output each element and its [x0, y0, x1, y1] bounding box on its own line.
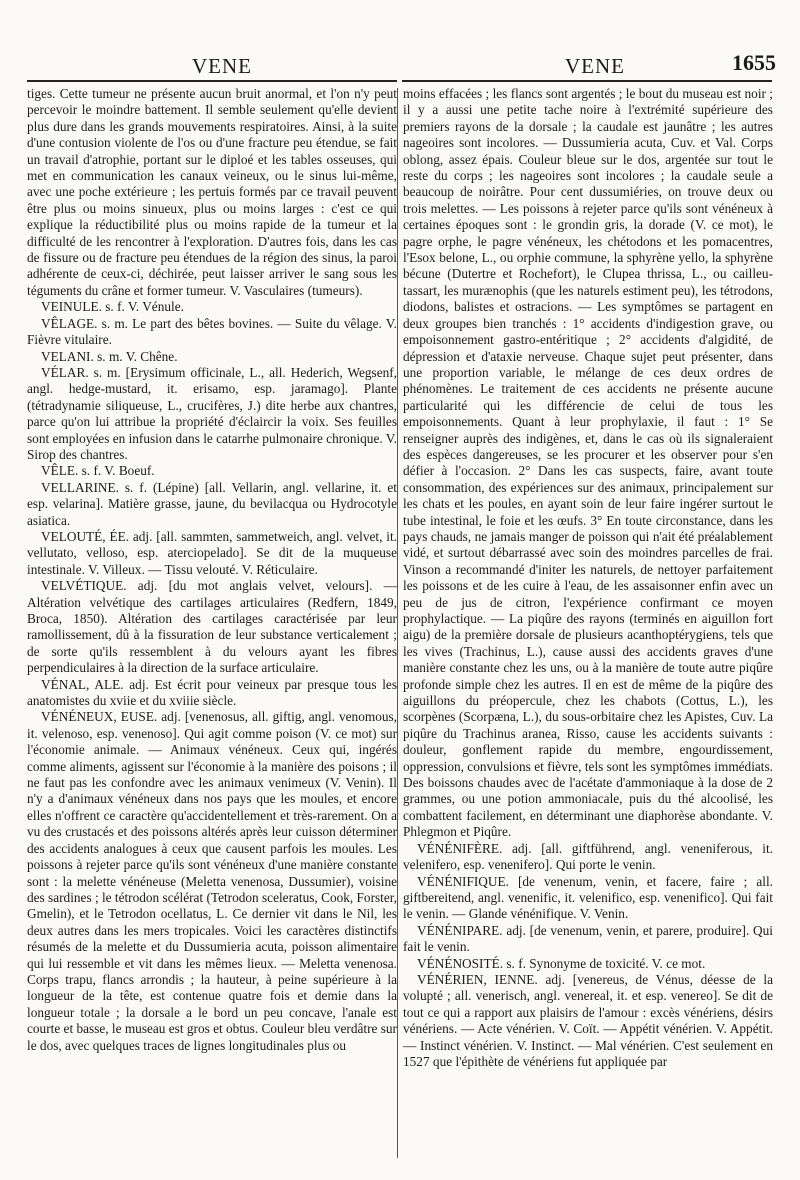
entry-paragraph: VELOUTÉ, ÉE. adj. [all. sammten, sammetweich, angl. velvet, it. vellutato, velloso, esp. aterciopelado]. Se dit de la muqueuse intestinale. V. Villeux. — Tissu velouté. V. Réticulaire.	[27, 528, 397, 577]
entry-paragraph: VELLARINE. s. f. (Lépine) [all. Vellarin, angl. vellarine, it. et esp. velarina]. Matière grasse, jaune, du bevilacqua ou Hydrocotyle asiatica.	[27, 479, 397, 528]
header-rule-right	[402, 80, 772, 82]
left-column	[27, 86, 397, 1054]
entry-paragraph: VELANI. s. m. V. Chêne.	[41, 348, 178, 364]
entry-paragraph: VÊLAGE. s. m. Le part des bêtes bovines. — Suite du vêlage. V. Fièvre vitulaire.	[27, 315, 397, 348]
right-column	[403, 86, 773, 1070]
entry-paragraph: tiges. Cette tumeur ne présente aucun bruit anormal, et l'on n'y peut percevoir le moindre battement. Il semble seulement qu'elle devient plus dure dans les grands mouvements respiratoires. Ainsi, à la suite d'une contusion violente de l'os ou d'une fracture peu étendue, se fait un travail d'atrophie, portant sur le diploé et les tables osseuses, qui met en communication les canaux veineux, ou le sinus lui-même, avec une poche extérieure ; les pertuis formés par ce travail peuvent être plus ou moins sinueux, plus ou moins larges : c'est ce qui explique la réductibilité plus ou moins rapide de la tumeur et la difficulté de les rencontrer à l'exploration. D'autres fois, dans les cas de fissure ou de fracture peu étendues de la région des sinus, la paroi adhérente de ceux-ci, déchirée, peut laisser arriver le sang sous les téguments du crâne et former tumeur. V. Vasculaires (tumeurs).	[27, 86, 397, 298]
entry-paragraph: VÉNÉRIEN, IENNE. adj. [venereus, de Vénus, déesse de la volupté ; all. venerisch, angl. venereal, it. et esp. venereo]. Se dit de tout ce qui a rapport aux plaisirs de l'amour : excès vénériens, désirs vénériens. — Acte vénérien. V. Coït. — Appétit vénérien. V. Appétit. — Instinct vénérien. V. Instinct. — Mal vénérien. C'est seulement en 1527 que l'épithète de vénériens fut appliquée par	[403, 971, 773, 1069]
entry-paragraph: moins effacées ; les flancs sont argentés ; le bout du museau est noir ; il y a aussi une petite tache noire à l'extrémité supérieure des premiers rayons de la dorsale ; la caudale est jaunâtre ; les autres nageoires sont incolores. — Dussumieria acuta, Cuv. et Val. Corps oblong, assez épais. Couleur bleue sur le dos, argentée sur tout le reste du corps ; les nageoires sont incolores ; la caudale seule a beaucoup de noirâtre. Pour cent dussumiéries, on trouve deux ou trois melettes. — Les poissons à rejeter parce qu'ils sont vénéneux à certaines époques sont : le grondin gris, la dorade (V. ce mot), le pagre orphe, le pagre vénéneux, les chétodons et les pomacentres, l'Esox belone, L., ou orphie commune, la sphyrène yello, la sphyrène bécune (Dutertre et Rochefort), le Clupea thrissa, L., ou cailleu-tassart, les murænophis (que les naturels estiment peu), les tétrodons, diodons, balistes et ostracions. — Les symptômes se partagent en deux groupes bien tranchés : 1° accidents d'indigestion grave, ou empoisonnement gastro-entéritique ; 2° accidents d'algidité, de dépression et d'ataxie nerveuse. Chaque sujet peut présenter, dans une proportion variable, le mélange de ces deux ordres de phénomènes. Le traitement de ces accidents ne présente aucune particularité qui les différencie de celui de tous les empoisonnements. Quant à leur prophylaxie, il faut : 1° Se renseigner auprès des indigènes, et, dans le cas où ils signaleraient des espèces dangereuses, se les procurer et les observer pour s'en défier à l'occasion. 2° Dans les cas suspects, faire, avant toute consommation, des expériences sur des animaux, principalement sur les chats et les poules, en ayant soin de leur faire ingérer surtout le tube intestinal, le foie et les œufs. 3° En toute circonstance, dans les pays chauds, ne jamais manger de poisson qui n'ait été préalablement vidé, et surtout débarrassé avec soin des moindres parcelles de frai. Vinson a recommandé d'initer les naturels, de nettoyer parfaitement les poissons et de les cuire à l'eau, de les assaisonner enfin avec un peu de jus de citron, l'expérience confirmant ce moyen prophylactique. — La piqûre des rayons (terminés en aiguillon fort aigu) de la première dorsale de plusieurs acanthoptérygiens, tels que les vives (Trachinus, L.), cause aussi des accidents graves d'une manière constante chez les uns, ou à la manière de toute autre piqûre profonde simple chez les autres. Il en est de même de la piqûre des aiguillons du préopercule, chez les chabots (Cottus, L.), les scorpènes (Scorpæna, L.), du sous-orbitaire chez les Apistes, Cuv. La piqûre du Trachinus aranea, Risso, cause les accidents suivants : douleur, gonflement rapide du membre, engourdissement, oppression, convulsions et fièvre, tels sont les symptômes immédiats. Des boissons chaudes avec de l'acétate d'ammoniaque à la dose de 2 grammes, ou une potion ammoniacale, puis du thé alcoolisé, les combattent facilement, en déterminant une diaphorèse abondante. V. Phlegmon et Piqûre.	[403, 86, 773, 840]
entry-paragraph: VÉNÉNOSITÉ. s. f. Synonyme de toxicité. V. ce mot.	[417, 955, 706, 971]
entry-paragraph: VÉNÉNIFÈRE. adj. [all. giftführend, angl. veneniferous, it. velenifero, esp. venenifero]. Qui porte le venin.	[403, 840, 773, 873]
entry-paragraph: VÉNÉNIPARE. adj. [de venenum, venin, et parere, produire]. Qui fait le venin.	[403, 922, 773, 955]
running-header	[0, 50, 800, 84]
entry-paragraph: VÉNÉNEUX, EUSE. adj. [venenosus, all. giftig, angl. venomous, it. velenoso, esp. venenoso]. Qui agit comme poison (V. ce mot) sur l'économie animale. — Animaux vénéneux. Ceux qui, ingérés comme aliments, agissent sur l'économie à la manière des poisons ; il ne faut pas les confondre avec les animaux venimeux (V. Venin). Il n'y a d'animaux vénéneux dans nos pays que les moules, et encore elles n'offrent ce caractère qu'accidentellement et très-rarement. On a vu des crustacés et des poissons altérés après leur cuisson déterminer des accidents analogues à ceux que causent parfois les moules. Les poissons à rejeter parce qu'ils sont vénéneux d'une manière constante sont : la melette vénéneuse (Meletta venenosa, Dussumier), voisine des sardines ; le tétrodon scélérat (Tetrodon sceleratus, Cook, Forster, Gmelin), et le Tetrodon ocellatus, L. Ce dernier vit dans le Nil, les deux autres dans les mers tropicales. Voici les caractères distinctifs résumés de la melette et du Dussumieria acuta, poisson alimentaire qui lui ressemble et vit dans les mêmes lieux. — Meletta venenosa. Corps trapu, flancs arrondis ; la hauteur, à peine supérieure à la longueur de la tête, est contenue quatre fois et demie dans la longueur totale ; la dorsale a le bord un peu concave, l'anale est courte et basse, le museau est gros et obtus. Couleur bleu verdâtre sur le dos, avec quelques traces de lignes longitudinales plus ou	[27, 709, 398, 1053]
entry-paragraph: VÉNÉNIFIQUE. [de venenum, venin, et facere, faire ; all. giftbereitend, angl. venenific, it. velenifico, esp. venenifico]. Qui fait le venin. — Glande vénénifique. V. Venin.	[403, 873, 773, 922]
header-right-word: VENE	[565, 54, 625, 78]
header-left-word: VENE	[192, 54, 252, 78]
entry-paragraph: VEINULE. s. f. V. Vénule.	[41, 299, 184, 315]
header-rule-left	[27, 80, 397, 82]
entry-paragraph: VÉNAL, ALE. adj. Est écrit pour veineux par presque tous les anatomistes du xviie et du xviiie siècle.	[27, 676, 397, 709]
page-number: 1655	[732, 50, 776, 75]
entry-paragraph: VÊLE. s. f. V. Boeuf.	[41, 463, 155, 479]
entry-paragraph: VELVÉTIQUE. adj. [du mot anglais velvet, velours]. — Altération velvétique des cartilages articulaires (Redfern, 1849, Broca, 1850). Altération des cartilages caractérisée par leur ramollissement, dû à la fissuration de leur substance verticalement ; de sorte qu'ils ressemblent à du velours ayant les fibres perpendiculaires à la direction de la surface articulaire.	[27, 578, 397, 676]
column-divider	[397, 88, 398, 1158]
entry-paragraph: VÉLAR. s. m. [Erysimum officinale, L., all. Hederich, Wegsenf, angl. hedge-mustard, it. erisamo, esp. jaramago]. Plante (tétradynamie siliqueuse, L., crucifères, J.) dite herbe aux chantres, parce qu'on lui attribue la propriété d'éclaircir la voix. Ses feuilles sont employées en infusion dans le catarrhe pulmonaire chronique. V. Sirop des chantres.	[27, 364, 397, 462]
